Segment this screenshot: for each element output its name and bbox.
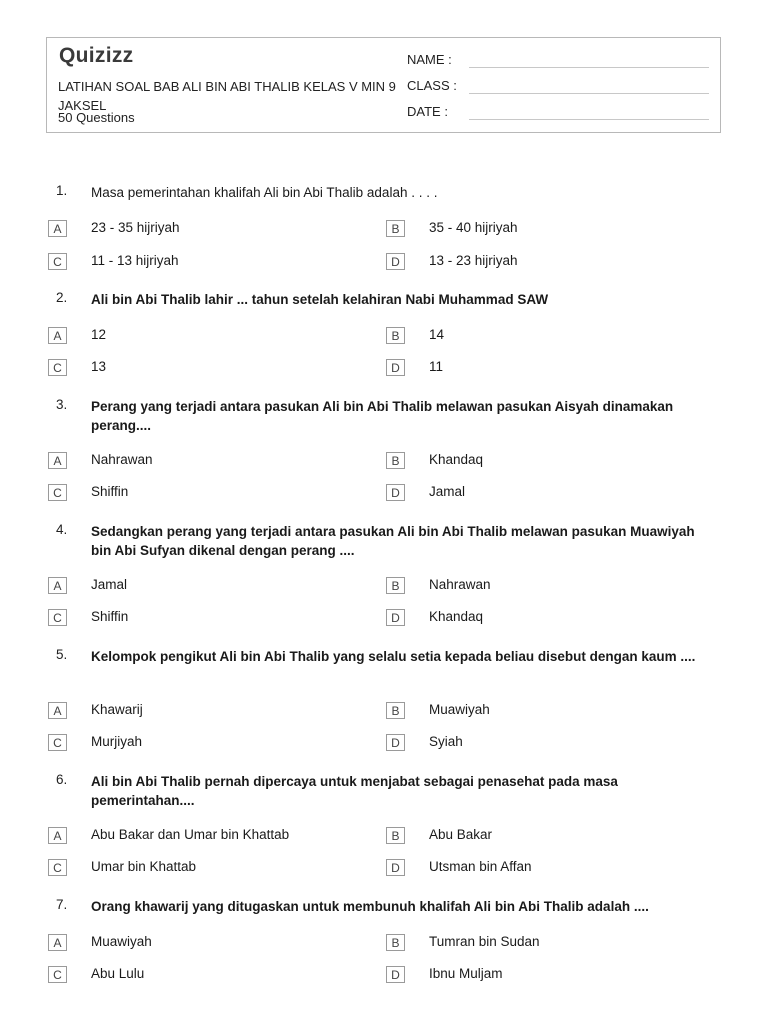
option-text: Murjiyah	[91, 734, 143, 749]
option-letter-box: C	[48, 484, 67, 501]
question-count: 50 Questions	[58, 110, 135, 125]
option-letter-box: B	[386, 577, 405, 594]
option-text: 12	[91, 327, 107, 342]
quizizz-logo: Quizizz	[59, 44, 134, 67]
option-letter-box: B	[386, 827, 405, 844]
name-field	[407, 52, 461, 67]
option-text: 35 - 40 hijriyah	[429, 220, 518, 235]
option-letter-box: A	[48, 702, 67, 719]
class-field	[407, 78, 461, 93]
option-letter-box: B	[386, 934, 405, 951]
option-letter-box: C	[48, 359, 67, 376]
option-text: Nahrawan	[91, 452, 153, 467]
date-field	[407, 104, 461, 119]
question-text: Masa pemerintahan khalifah Ali bin Abi Thalib adalah . . . .	[91, 185, 438, 200]
option-letter-box: B	[386, 452, 405, 469]
option-text: 14	[429, 327, 445, 342]
option-letter-box: A	[48, 577, 67, 594]
class-line	[469, 93, 709, 94]
option-text: 13	[91, 359, 107, 374]
option-text: Abu Bakar	[429, 827, 493, 842]
worksheet-header	[46, 37, 721, 133]
question-text: Ali bin Abi Thalib pernah dipercaya untuk menjabat sebagai penasehat pada masa pemerintahan....	[91, 774, 618, 808]
question-number: 7.	[56, 897, 68, 912]
option-text: Ibnu Muljam	[429, 966, 503, 981]
option-letter-box: B	[386, 702, 405, 719]
option-letter-box: C	[48, 859, 67, 876]
option-letter-box: A	[48, 452, 67, 469]
option-text: Nahrawan	[429, 577, 491, 592]
option-text: 13 - 23 hijriyah	[429, 253, 518, 268]
question-text: Ali bin Abi Thalib lahir ... tahun setelah kelahiran Nabi Muhammad SAW	[91, 292, 549, 307]
option-letter-box: D	[386, 859, 405, 876]
question-number: 3.	[56, 397, 68, 412]
question-text: Sedangkan perang yang terjadi antara pasukan Ali bin Abi Thalib melawan pasukan Muawiyah bin Abi Sufyan dikenal dengan perang ....	[91, 524, 695, 558]
option-text: Syiah	[429, 734, 463, 749]
option-letter-box: C	[48, 966, 67, 983]
option-text: Shiffin	[91, 484, 129, 499]
option-letter-box: C	[48, 734, 67, 751]
option-text: Umar bin Khattab	[91, 859, 197, 874]
question-number: 2.	[56, 290, 68, 305]
option-letter-box: C	[48, 253, 67, 270]
name-line	[469, 67, 709, 68]
question-number: 4.	[56, 522, 68, 537]
quiz-title: LATIHAN SOAL BAB ALI BIN ABI THALIB KELAS V MIN 9 JAKSEL	[58, 79, 396, 113]
option-text: Khawarij	[91, 702, 143, 717]
option-text: Jamal	[91, 577, 128, 592]
option-letter-box: D	[386, 734, 405, 751]
option-letter-box: A	[48, 327, 67, 344]
question-text: Kelompok pengikut Ali bin Abi Thalib yang selalu setia kepada beliau disebut dengan kaum ....	[91, 649, 696, 664]
option-letter-box: A	[48, 827, 67, 844]
option-text: Khandaq	[429, 609, 484, 624]
name-label: NAME :	[407, 52, 452, 67]
option-letter-box: A	[48, 934, 67, 951]
question-number: 1.	[56, 183, 68, 198]
option-text: Muawiyah	[429, 702, 490, 717]
question-number: 5.	[56, 647, 68, 662]
date-label: DATE :	[407, 104, 448, 119]
option-text: Abu Bakar dan Umar bin Khattab	[91, 827, 290, 842]
date-line	[469, 119, 709, 120]
option-letter-box: A	[48, 220, 67, 237]
option-letter-box: D	[386, 359, 405, 376]
option-letter-box: B	[386, 327, 405, 344]
option-text: Jamal	[429, 484, 466, 499]
option-letter-box: D	[386, 609, 405, 626]
option-text: Shiffin	[91, 609, 129, 624]
option-letter-box: C	[48, 609, 67, 626]
option-text: Utsman bin Affan	[429, 859, 532, 874]
class-label: CLASS :	[407, 78, 457, 93]
option-letter-box: D	[386, 484, 405, 501]
question-text: Orang khawarij yang ditugaskan untuk membunuh khalifah Ali bin Abi Thalib adalah ....	[91, 899, 649, 914]
option-text: Abu Lulu	[91, 966, 145, 981]
option-text: Muawiyah	[91, 934, 152, 949]
option-text: Tumran bin Sudan	[429, 934, 540, 949]
option-text: 23 - 35 hijriyah	[91, 220, 180, 235]
question-number: 6.	[56, 772, 68, 787]
option-text: 11	[429, 359, 444, 374]
option-letter-box: B	[386, 220, 405, 237]
question-text: Perang yang terjadi antara pasukan Ali bin Abi Thalib melawan pasukan Aisyah dinamakan perang....	[91, 399, 674, 433]
option-letter-box: D	[386, 253, 405, 270]
option-text: Khandaq	[429, 452, 484, 467]
option-text: 11 - 13 hijriyah	[91, 253, 179, 268]
option-letter-box: D	[386, 966, 405, 983]
